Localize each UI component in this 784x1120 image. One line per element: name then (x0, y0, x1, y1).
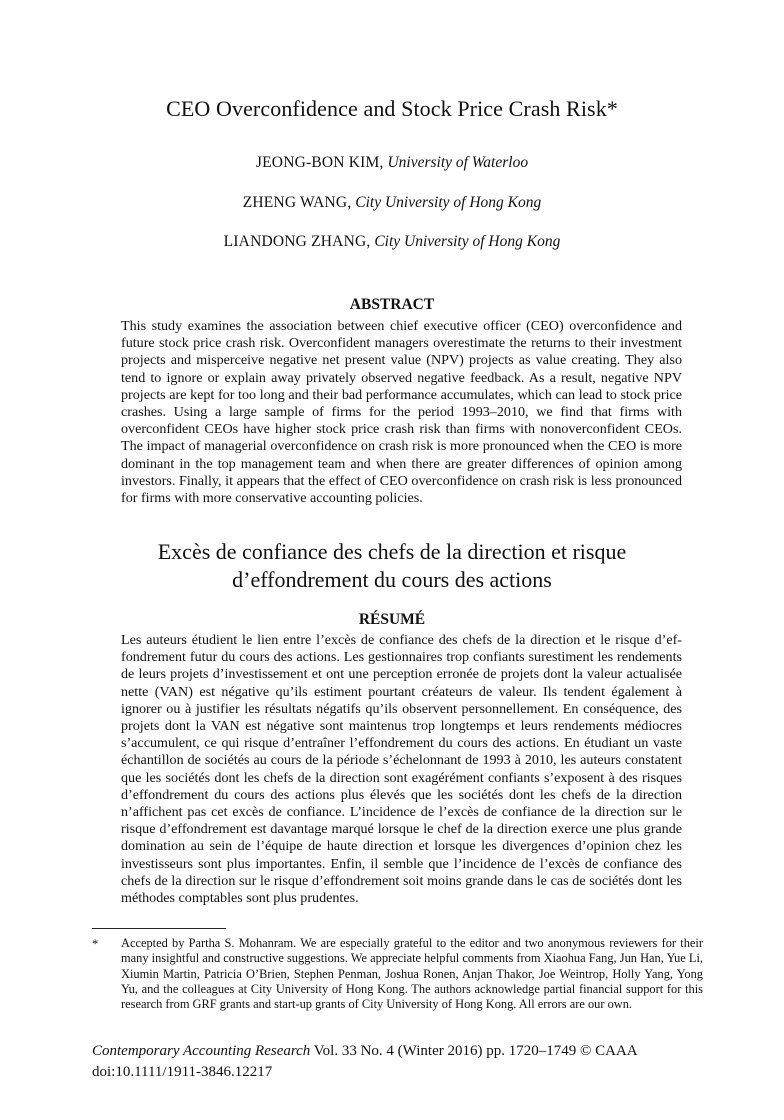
journal-citation (92, 1043, 638, 1060)
author-affiliation: City University of Hong Kong (374, 233, 561, 250)
author-affiliation: City University of Hong Kong (355, 194, 542, 211)
journal-name: Contemporary Accounting Research (92, 1043, 311, 1059)
footnote-text: Accepted by Partha S. Mohanram. We are especially grateful to the editor and two anonymous reviewers for their many insightful and constructive suggestions. We appreciate helpful comments from Xiaohua Fang, Jun Han, Yue Li, Xiumin Martin, Patricia O’Brien, Stephen Penman, Joshua Ronen, Anjan Thakor, Joe Weintrop, Holly Yang, Yong Yu, and the colleagues at City University of Hong Kong. The authors acknowledge partial financial support for this research from GRF grants and start-up grants of City University of Hong Kong. All errors are our own. (121, 936, 703, 1012)
author-line (0, 233, 784, 251)
resume-body: Les auteurs étudient le lien entre l’excès de confiance des chefs de la direction et le risque d’effondrement futur du cours des actions. Les gestionnaires trop confiants surestiment les rendements de leurs projets d’investissement et ont une perception erronée de projets dont la valeur actualisée nette (VAN) est négative qu’ils estiment pourtant créateurs de valeur. Ils tendent également à ignorer ou à justifier les résultats négatifs qu’ils observent personnellement. En conséquence, des projets dont la VAN est négative sont maintenus trop longtemps et leurs rendements médiocres s’accumulent, ce qui risque d’entraîner l’effondrement du cours des actions. En étudiant un vaste échantillon de sociétés au cours de la période s’échelonnant de 1993 à 2010, les auteurs constatent que les sociétés dont les chefs de la direction sont exagérément confiants s’exposent à des risques d’effondrement du cours des actions plus élevés que les sociétés dont les chefs de la direction n’affichent pas cet excès de confiance. L’incidence de l’excès de confiance de la direction sur le risque d’effondrement est davantage marqué lorsque le chef de la direction exerce une plus grande domination au sein de l’équipe de haute direction et lorsque les divergences d’opinion chez les investisseurs sont plus importantes. Enfin, il semble que l’incidence de l’excès de confiance des chefs de la direction sur le risque d’effondrement soit moins grande dans le cas de sociétés dont les méthodes comptables sont plus prudentes. (121, 632, 682, 907)
author-line (0, 194, 784, 212)
french-title-line: d’effondrement du cours des actions (232, 567, 552, 592)
french-title-line: Excès de confiance des chefs de la direction et risque (157, 539, 627, 564)
resume-heading: RÉSUMÉ (358, 611, 426, 628)
author-line (0, 154, 784, 172)
abstract-body: This study examines the association between chief executive officer (CEO) overconfidence and future stock price crash risk. Overconfident managers overestimate the returns to their investment projects and misperceive negative net present value (NPV) projects as value creating. They also tend to ignore or explain away privately observed negative feedback. As a result, negative NPV projects are kept for too long and their bad performance accumulates, which can lead to stock price crashes. Using a large sample of firms for the period 1993–2010, we find that firms with overconfident CEOs have higher stock price crash risk than firms with nonoverconfident CEOs. The impact of managerial overconfidence on crash risk is more pronounced when the CEO is more dominant in the top management team and when there are greater differences of opinion among investors. Finally, it appears that the effect of CEO overconfidence on crash risk is less pronounced for firms with more conservative accounting policies. (121, 318, 682, 507)
footnote-marker: * (92, 937, 99, 951)
paper-title: CEO Overconfidence and Stock Price Crash Risk* (166, 96, 618, 121)
author-name: JEONG-BON KIM, (255, 154, 384, 171)
author-affiliation: University of Waterloo (387, 154, 529, 171)
footnote-divider (92, 928, 226, 929)
journal-details: Vol. 33 No. 4 (Winter 2016) pp. 1720–1749 © CAAA (313, 1043, 638, 1059)
french-title (0, 538, 784, 594)
abstract-heading: ABSTRACT (349, 296, 435, 313)
doi: doi:10.1111/1911-3846.12217 (92, 1064, 273, 1080)
author-name: LIANDONG ZHANG, (223, 233, 371, 250)
author-name: ZHENG WANG, (242, 194, 352, 211)
